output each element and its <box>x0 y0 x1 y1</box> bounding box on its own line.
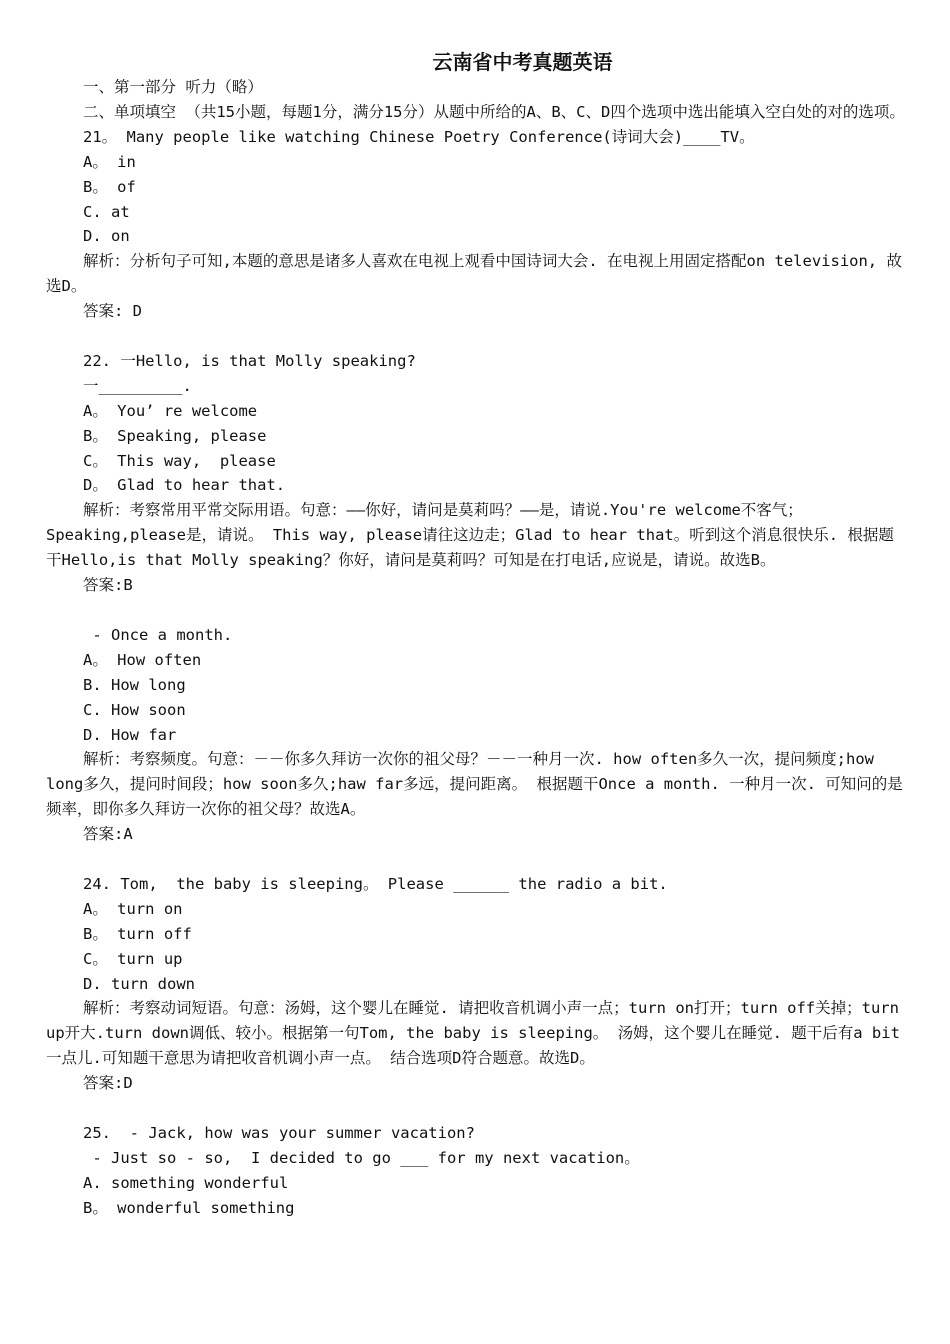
option-c: C。 This way, please <box>83 451 276 470</box>
answer-text: 答案:A <box>83 825 133 844</box>
option-a: A. something wonderful <box>83 1173 289 1192</box>
question-stem: 21。 Many people like watching Chinese Poetry Conference(诗词大会)____TV。 <box>83 127 755 146</box>
section-heading-single-choice: 二、单项填空 （共15小题，每题1分，满分15分）从题中所给的A、B、C、D四个选项中选出能填入空白处的对的选项。 <box>83 102 905 121</box>
option-b: B。 Speaking, please <box>83 426 267 445</box>
option-c: C. How soon <box>83 700 186 719</box>
question-25 <box>46 1121 906 1221</box>
spacer <box>46 598 906 623</box>
option-a: A。 You’ re welcome <box>83 401 258 420</box>
question-21 <box>46 125 906 324</box>
answer-text: 答案:D <box>83 1074 133 1093</box>
analysis-text: 解析：分析句子可知,本题的意思是诸多人喜欢在电视上观看中国诗词大会. 在电视上用固定搭配on television, 故选D。 <box>46 252 902 296</box>
option-b: B。 wonderful something <box>83 1198 295 1217</box>
option-d: D。 Glad to hear that. <box>83 476 286 495</box>
question-stem: 22. 一Hello, is that Molly speaking? <box>83 351 416 370</box>
answer-text: 答案:B <box>83 576 133 595</box>
question-stem: 25. - Jack, how was your summer vacation? <box>83 1124 475 1142</box>
section-heading-listening: 一、第一部分 听力（略） <box>83 78 263 96</box>
question-stem: 24. Tom, the baby is sleeping。 Please ______ the radio a bit. <box>83 874 668 893</box>
option-d: D. on <box>83 227 130 246</box>
spacer <box>46 324 906 349</box>
option-a: A。 in <box>83 152 136 171</box>
question-23 <box>46 623 906 847</box>
document-body <box>46 75 909 1221</box>
option-b: B. How long <box>83 675 186 694</box>
spacer <box>46 847 906 872</box>
analysis-text: 解析：考察动词短语。句意：汤姆，这个婴儿在睡觉. 请把收音机调小声一点；turn on打开；turn off关掉；turn up开大.turn down调低、较小。根据第一句Tom, the baby is sleeping。 汤姆，这个婴儿在睡觉. 题干后有a bit一点儿.可知题干意思为请把收音机调小声一点。 结合选项D符合题意。故选D。 <box>46 999 909 1068</box>
option-d: D. How far <box>83 725 177 744</box>
option-a: A。 turn on <box>83 899 183 918</box>
page-title: 云南省中考真题英语 <box>432 50 613 74</box>
question-24 <box>46 872 909 1096</box>
option-d: D. turn down <box>83 974 195 993</box>
question-reply: - Once a month. <box>83 625 233 644</box>
question-reply: - Just so - so, I decided to go ___ for my next vacation。 <box>83 1148 640 1167</box>
option-c: C。 turn up <box>83 949 183 968</box>
spacer <box>46 1096 906 1121</box>
analysis-text: 解析：考察常用平常交际用语。句意：——你好，请问是莫莉吗？——是，请说.You're welcome不客气；Speaking,please是，请说。 This way, please请往这边走；Glad to hear that。听到这个消息很快乐. 根据题干Hello,is that Molly speaking？你好，请问是莫莉吗？可知是在打电话,应说是，请说。故选B。 <box>46 501 894 570</box>
option-a: A。 How often <box>83 650 202 669</box>
question-22 <box>46 349 906 598</box>
option-c: C. at <box>83 202 130 221</box>
analysis-text: 解析：考察频度。句意：－－你多久拜访一次你的祖父母？－－一种月一次. how often多久一次，提问频度;how long多久，提问时间段；how soon多久;haw far多远，提问距离。 根据题干Once a month. 一种月一次. 可知问的是频率，即你多久拜访一次你的祖父母？故选A。 <box>46 750 903 819</box>
option-b: B。 turn off <box>83 924 192 943</box>
answer-text: 答案: D <box>83 302 142 321</box>
option-b: B。 of <box>83 177 136 196</box>
question-reply: 一_________. <box>83 376 192 395</box>
